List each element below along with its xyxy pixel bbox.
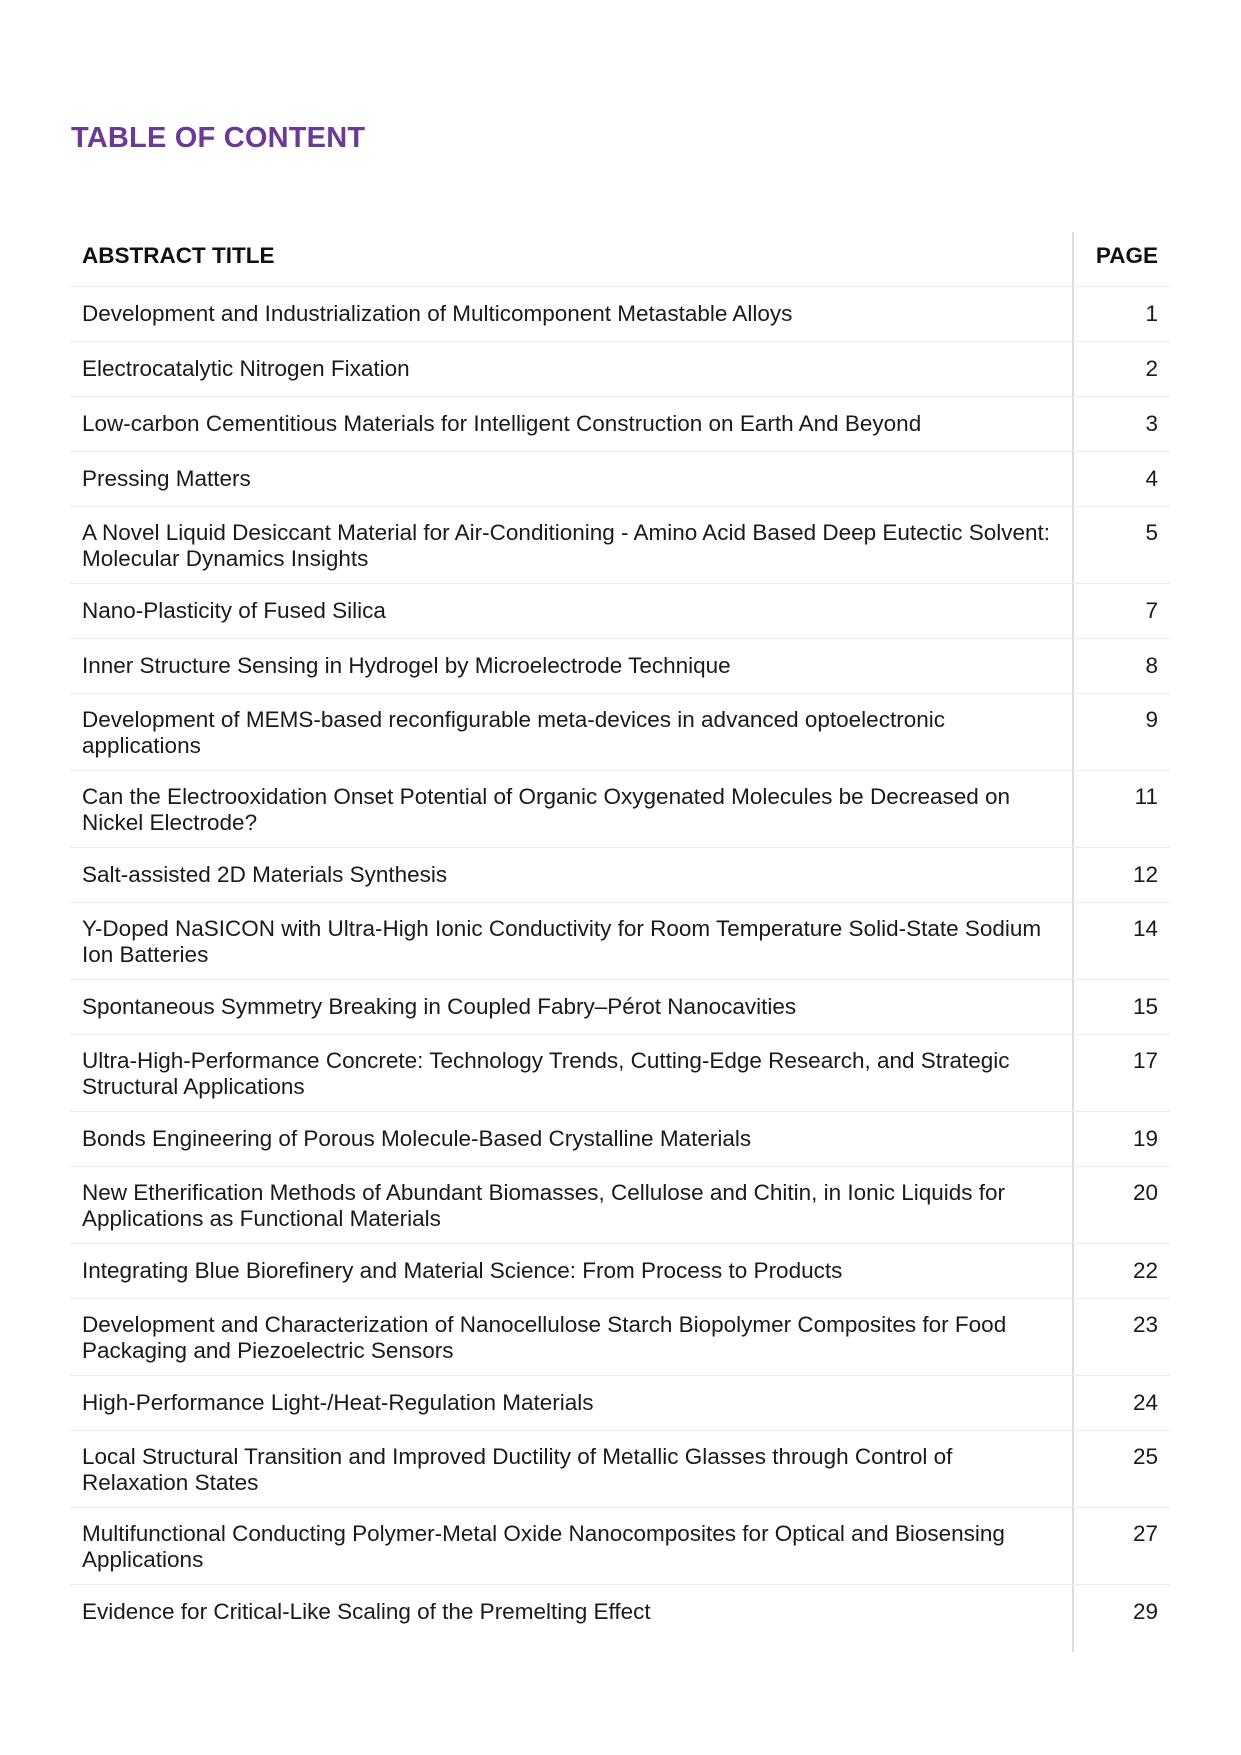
page-title: TABLE OF CONTENT: [71, 122, 366, 154]
page-number: 7: [1145, 598, 1158, 623]
abstract-title: Pressing Matters: [70, 452, 1074, 506]
page-number: 12: [1132, 862, 1158, 887]
page-number: 14: [1132, 916, 1158, 941]
table-row[interactable]: [70, 397, 1170, 452]
table-row[interactable]: [70, 452, 1170, 507]
page-number: 29: [1132, 1599, 1158, 1624]
abstract-title: Ultra-High-Performance Concrete: Technology Trends, Cutting-Edge Research, and Strategic Structural Applications: [70, 1035, 1074, 1111]
abstract-title: Development and Characterization of Nanocellulose Starch Biopolymer Composites for Food Packaging and Piezoelectric Sensors: [70, 1299, 1074, 1375]
abstract-title: A Novel Liquid Desiccant Material for Air-Conditioning - Amino Acid Based Deep Eutectic Solvent: Molecular Dynamics Insights: [70, 507, 1074, 583]
abstract-title: Nano-Plasticity of Fused Silica: [70, 584, 1074, 638]
page-number: 20: [1132, 1180, 1158, 1205]
abstract-title: Bonds Engineering of Porous Molecule-Based Crystalline Materials: [70, 1112, 1074, 1166]
abstract-title: Evidence for Critical-Like Scaling of the Premelting Effect: [70, 1585, 1074, 1652]
table-row[interactable]: [70, 584, 1170, 639]
page-number: 25: [1132, 1444, 1158, 1469]
page-number: 23: [1132, 1312, 1158, 1337]
table-row[interactable]: [70, 287, 1170, 342]
abstract-title: High-Performance Light-/Heat-Regulation Materials: [70, 1376, 1074, 1430]
page-number: 1: [1145, 301, 1158, 326]
abstract-title: Development of MEMS-based reconfigurable meta-devices in advanced optoelectronic applications: [70, 694, 1074, 770]
table-row[interactable]: [70, 1376, 1170, 1431]
page-number: 2: [1145, 356, 1158, 381]
table-row[interactable]: [70, 1508, 1170, 1585]
table-row[interactable]: [70, 771, 1170, 848]
page-number: 27: [1132, 1521, 1158, 1546]
abstract-title: Electrocatalytic Nitrogen Fixation: [70, 342, 1074, 396]
table-row[interactable]: [70, 848, 1170, 903]
table-header: [70, 232, 1170, 287]
table-of-contents: [70, 232, 1170, 1639]
abstract-title: Multifunctional Conducting Polymer-Metal Oxide Nanocomposites for Optical and Biosensing Applications: [70, 1508, 1074, 1584]
table-row[interactable]: [70, 1035, 1170, 1112]
page-number: 22: [1132, 1258, 1158, 1283]
abstract-title: Inner Structure Sensing in Hydrogel by Microelectrode Technique: [70, 639, 1074, 693]
table-row[interactable]: [70, 342, 1170, 397]
abstract-title: Integrating Blue Biorefinery and Material Science: From Process to Products: [70, 1244, 1074, 1298]
page-number: 5: [1145, 520, 1158, 545]
header-abstract-title: ABSTRACT TITLE: [70, 232, 1074, 286]
abstract-title: Can the Electrooxidation Onset Potential of Organic Oxygenated Molecules be Decreased on Nickel Electrode?: [70, 771, 1074, 847]
table-row[interactable]: [70, 1244, 1170, 1299]
page-number: 4: [1145, 466, 1158, 491]
table-row[interactable]: [70, 980, 1170, 1035]
abstract-title: Spontaneous Symmetry Breaking in Coupled Fabry–Pérot Nanocavities: [70, 980, 1074, 1034]
abstract-title: Development and Industrialization of Multicomponent Metastable Alloys: [70, 287, 1074, 341]
table-row[interactable]: [70, 694, 1170, 771]
table-row[interactable]: [70, 1431, 1170, 1508]
abstract-title: Low-carbon Cementitious Materials for Intelligent Construction on Earth And Beyond: [70, 397, 1074, 451]
page-number: 11: [1134, 784, 1158, 809]
page-number: 9: [1145, 707, 1158, 732]
page-number: 19: [1132, 1126, 1158, 1151]
abstract-title: Salt-assisted 2D Materials Synthesis: [70, 848, 1074, 902]
abstract-title: Local Structural Transition and Improved Ductility of Metallic Glasses through Control of Relaxation States: [70, 1431, 1074, 1507]
table-row[interactable]: [70, 1112, 1170, 1167]
page-number: 3: [1145, 411, 1158, 436]
table-row[interactable]: [70, 1167, 1170, 1244]
page-number: 17: [1132, 1048, 1158, 1073]
page-number: 15: [1132, 994, 1158, 1019]
table-row[interactable]: [70, 639, 1170, 694]
abstract-title: New Etherification Methods of Abundant Biomasses, Cellulose and Chitin, in Ionic Liquids for Applications as Functional Materials: [70, 1167, 1074, 1243]
page-number: 24: [1132, 1390, 1158, 1415]
table-row[interactable]: [70, 1585, 1170, 1639]
header-page: PAGE: [1095, 243, 1158, 268]
table-row[interactable]: [70, 507, 1170, 584]
table-row[interactable]: [70, 1299, 1170, 1376]
abstract-title: Y-Doped NaSICON with Ultra-High Ionic Conductivity for Room Temperature Solid-State Sodium Ion Batteries: [70, 903, 1074, 979]
page-number: 8: [1145, 653, 1158, 678]
table-row[interactable]: [70, 903, 1170, 980]
